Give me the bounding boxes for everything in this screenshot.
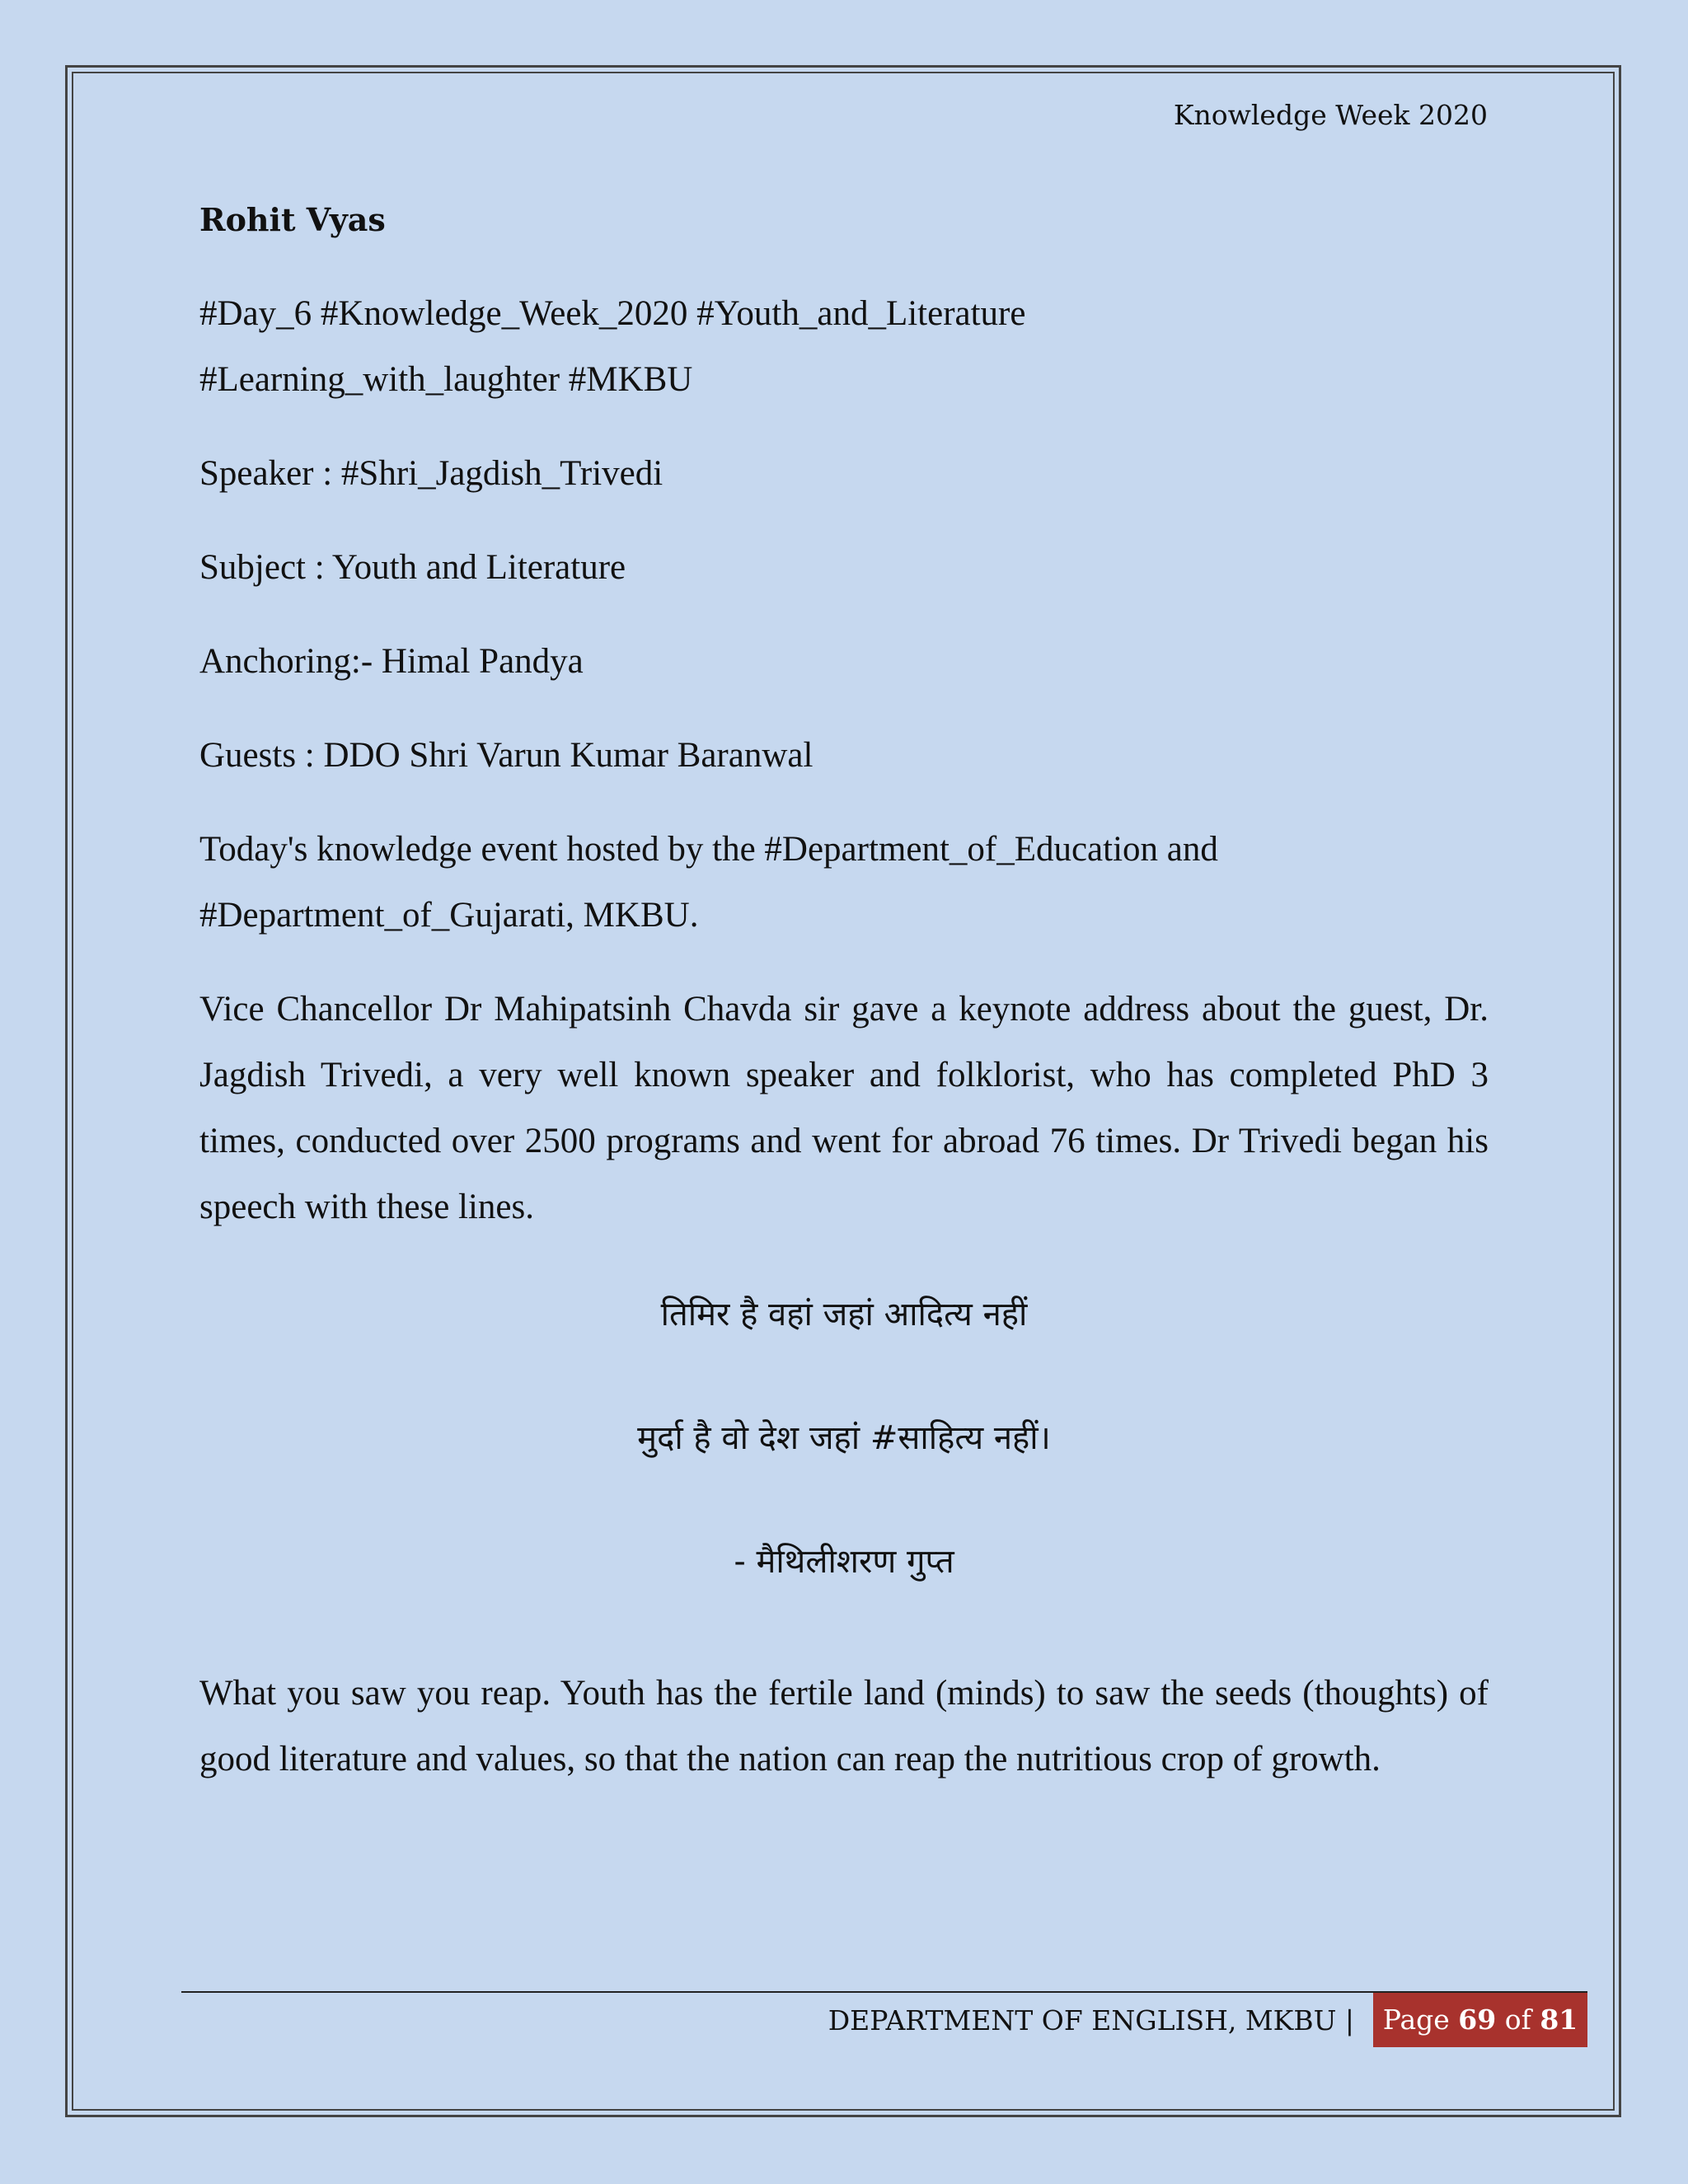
verse-line-2: मुर्दा है वो देश जहां #साहित्य नहीं।: [637, 1419, 1051, 1457]
page-number-badge: [1373, 1993, 1587, 2047]
keynote-paragraph: Vice Chancellor Dr Mahipatsinh Chavda sir gave a keynote address about the guest, Dr. Jagdish Trivedi, a very well known speaker and folklorist, who has completed PhD 3 times, conducted over 2500 programs and went for abroad 76 times. Dr Trivedi began his speech with these lines.: [199, 990, 1489, 1226]
page-total: 81: [1540, 2004, 1578, 2036]
subject-line: Subject : Youth and Literature: [199, 548, 626, 587]
article-body: [199, 190, 1489, 1821]
hashtags-line-2: #Learning_with_laughter #MKBU: [199, 360, 693, 399]
hashtags: [199, 281, 1489, 413]
page-prefix: Page: [1382, 2004, 1450, 2036]
page-of: of: [1504, 2004, 1531, 2036]
footer-department: DEPARTMENT OF ENGLISH, MKBU |: [828, 2004, 1354, 2036]
running-header: Knowledge Week 2020: [1173, 99, 1488, 131]
speaker-line: Speaker : #Shri_Jagdish_Trivedi: [199, 454, 663, 493]
verse-line-1: तिमिर है वहां जहां आदित्य नहीं: [660, 1296, 1028, 1333]
page-number: 69: [1458, 2004, 1497, 2036]
anchoring-line: Anchoring:- Himal Pandya: [199, 642, 584, 681]
hosted-line-2: #Department_of_Gujarati, MKBU.: [199, 896, 699, 935]
closing-paragraph: What you saw you reap. Youth has the fertile land (minds) to saw the seeds (thoughts) of good literature and values, so that the nation can reap the nutritious crop of growth.: [199, 1674, 1489, 1779]
hosted-line-1: Today's knowledge event hosted by the #Department_of_Education and: [199, 830, 1218, 869]
hosted-paragraph: [199, 817, 1489, 949]
guests-line: Guests : DDO Shri Varun Kumar Baranwal: [199, 736, 814, 775]
hashtags-line-1: #Day_6 #Knowledge_Week_2020 #Youth_and_Literature: [199, 294, 1026, 333]
author-name: Rohit Vyas: [199, 201, 386, 238]
verse-attribution: - मैथिलीशरण गुप्त: [734, 1543, 954, 1581]
